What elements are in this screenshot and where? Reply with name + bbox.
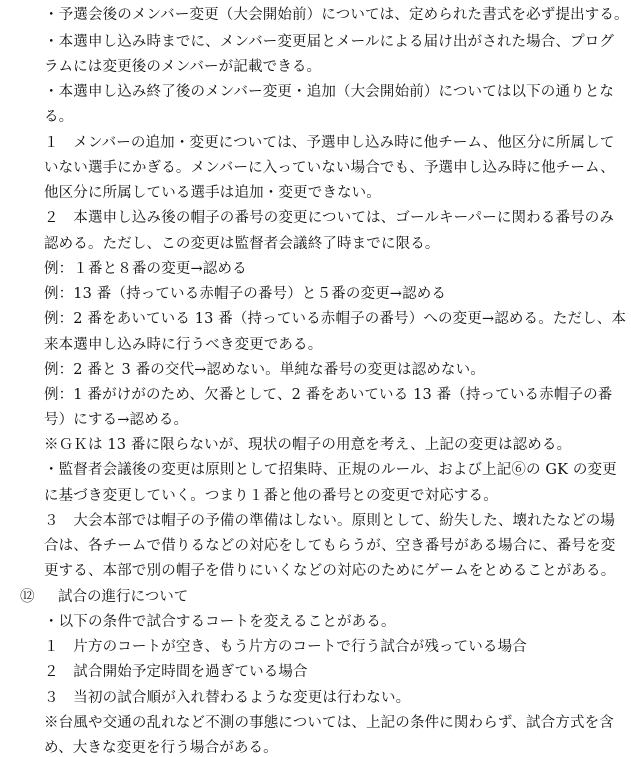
text-line: 例：1 番がけがのため、欠番として、2 番をあいている 13 番（持っている赤帽子の番 xyxy=(44,387,613,403)
text-line: ３ 当初の試合順が入れ替わるような変更は行わない。 xyxy=(44,690,411,706)
text-line: ※ＧＫは 13 番に限らないが、現状の帽子の用意を考え、上記の変更は認める。 xyxy=(44,437,572,453)
text-line: 更する、本部で別の帽子を借りにいくなどの対応のためにゲームをとめることがある。 xyxy=(44,563,616,579)
text-line: に基づき変更していく。つまり１番と他の番号との変更で対応する。 xyxy=(44,488,498,504)
text-line: ラムには変更後のメンバーが記載できる。 xyxy=(44,59,322,75)
text-line: ・本選申し込み時までに、メンバー変更届とメールによる届け出がされた場合、プログ xyxy=(44,34,615,50)
text-line: ※台風や交通の乱れなど不測の事態については、上記の条件に関わらず、試合方式を含 xyxy=(44,715,614,731)
text-line: １ 片方のコートが空き、もう片方のコートで行う試合が残っている場合 xyxy=(44,639,527,655)
text-line: 他区分に所属している選手は追加・変更できない。 xyxy=(44,185,381,201)
text-line: いない選手にかぎる。メンバーに入っていない場合でも、予選申し込み時に他チーム、 xyxy=(44,160,615,176)
text-line: 例：13 番（持っている赤帽子の番号）と５番の変更→認める xyxy=(44,286,447,302)
text-line: 例：2 番と 3 番の交代→認めない。単純な番号の変更は認めない。 xyxy=(44,362,485,378)
text-line: め、大きな変更を行う場合がある。 xyxy=(44,740,278,756)
text-line: ・予選会後のメンバー変更（大会開始前）については、定められた書式を必ず提出する。 xyxy=(44,7,629,23)
text-line: る。 xyxy=(44,109,74,125)
text-line: ２ 本選申し込み後の帽子の番号の変更については、ゴールキーパーに関わる番号のみ xyxy=(44,210,615,226)
text-line: 例：2 番をあいている 13 番（持っている赤帽子の番号）への変更→認める。ただし、本 xyxy=(44,311,627,327)
section-number: ⑫ xyxy=(20,589,35,605)
text-line: 来本選申し込み時に行うべき変更である。 xyxy=(44,337,323,353)
text-line: 合は、各チームで借りるなどの対応をしてもらうが、空き番号がある場合に、番号を変 xyxy=(44,538,616,554)
text-line: ・監督者会議後の変更は原則として招集時、正規のルール、および上記⑥の GK の変更 xyxy=(44,462,617,478)
text-line: ２ 試合開始予定時間を過ぎている場合 xyxy=(44,664,308,680)
text-line: 号）にする→認める。 xyxy=(44,412,189,428)
text-line: ・本選申し込み終了後のメンバー変更・追加（大会開始前）については以下の通りとな xyxy=(44,84,615,100)
text-line: 例：１番と８番の変更→認める xyxy=(44,261,247,277)
text-line: 認める。ただし、この変更は監督者会議終了時までに限る。 xyxy=(44,236,440,252)
text-line: ３ 大会本部では帽子の予備の準備はしない。原則として、紛失した、壊れたなどの場 xyxy=(44,513,616,529)
text-line: １ メンバーの追加・変更については、予選申し込み時に他チーム、他区分に所属して xyxy=(44,135,615,151)
section-heading xyxy=(20,588,188,606)
section-title: 試合の進行について xyxy=(58,589,189,605)
text-line: ・以下の条件で試合するコートを変えることがある。 xyxy=(44,614,396,630)
